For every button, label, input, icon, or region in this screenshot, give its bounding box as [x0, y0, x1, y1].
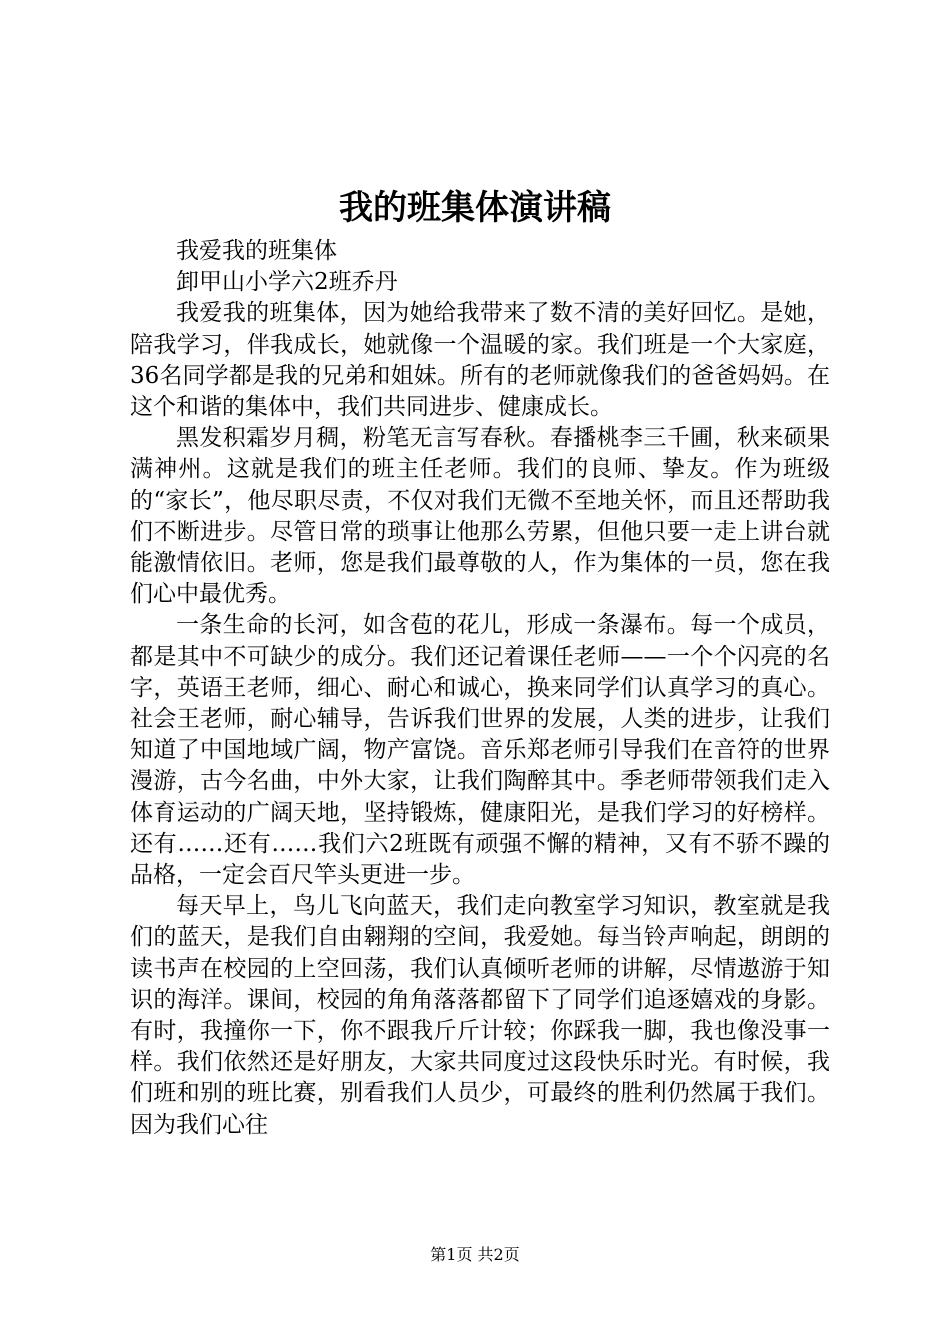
paragraph-daily-life: 每天早上，鸟儿飞向蓝天，我们走向教室学习知识，教室就是我们的蓝天，是我们自由翱翔的空间，我爱她。每当铃声响起，朗朗的读书声在校园的上空回荡，我们认真倾听老师的讲解，尽情遨游于知识的海洋。课间，校园的角角落落都留下了同学们追逐嬉戏的身影。有时，我撞你一下，你不跟我斤斤计较；你踩我一脚，我也像没事一样。我们依然还是好朋友，大家共同度过这段快乐时光。有时候，我们班和别的班比赛，别看我们人员少，可最终的胜利仍然属于我们。因为我们心往 [130, 893, 830, 1138]
document-body [130, 236, 830, 1141]
paragraph-head-teacher: 黑发积霜岁月稠，粉笔无言写春秋。春播桃李三千圃，秋来硕果满神州。这就是我们的班主任老师。我们的良师、挚友。作为班级的“家长”，他尽职尽责，不仅对我们无微不至地关怀，而且还帮助我们不断进步。尽管日常的琐事让他那么劳累，但他只要一走上讲台就能激情依旧。老师，您是我们最尊敬的人，作为集体的一员，您在我们心中最优秀。 [130, 425, 830, 608]
page-number-footer: 第1页 共2页 [430, 1245, 520, 1264]
paragraph-author: 卸甲山小学六2班乔丹 [176, 269, 398, 296]
paragraph-intro: 我爱我的班集体，因为她给我带来了数不清的美好回忆。是她，陪我学习，伴我成长，她就像一个温暖的家。我们班是一个大家庭，36名同学都是我的兄弟和姐妹。所有的老师就像我们的爸爸妈妈。在这个和谐的集体中，我们共同进步、健康成长。 [130, 300, 830, 421]
document-title: 我的班集体演讲稿 [339, 188, 611, 228]
paragraph-subtitle: 我爱我的班集体 [176, 238, 337, 264]
paragraph-subject-teachers: 一条生命的长河，如含苞的花儿，形成一条瀑布。每一个成员，都是其中不可缺少的成分。我们还记着课任老师——一个个闪亮的名字，英语王老师，细心、耐心和诚心，换来同学们认真学习的真心。社会王老师，耐心辅导，告诉我们世界的发展，人类的进步，让我们知道了中国地域广阔，物产富饶。音乐郑老师引导我们在音符的世界漫游，古今名曲，中外大家，让我们陶醉其中。季老师带领我们走入体育运动的广阔天地，坚持锻炼，健康阳光，是我们学习的好榜样。还有……还有……我们六2班既有顽强不懈的精神，又有不骄不躁的品格，一定会百尺竿头更进一步。 [130, 612, 830, 889]
